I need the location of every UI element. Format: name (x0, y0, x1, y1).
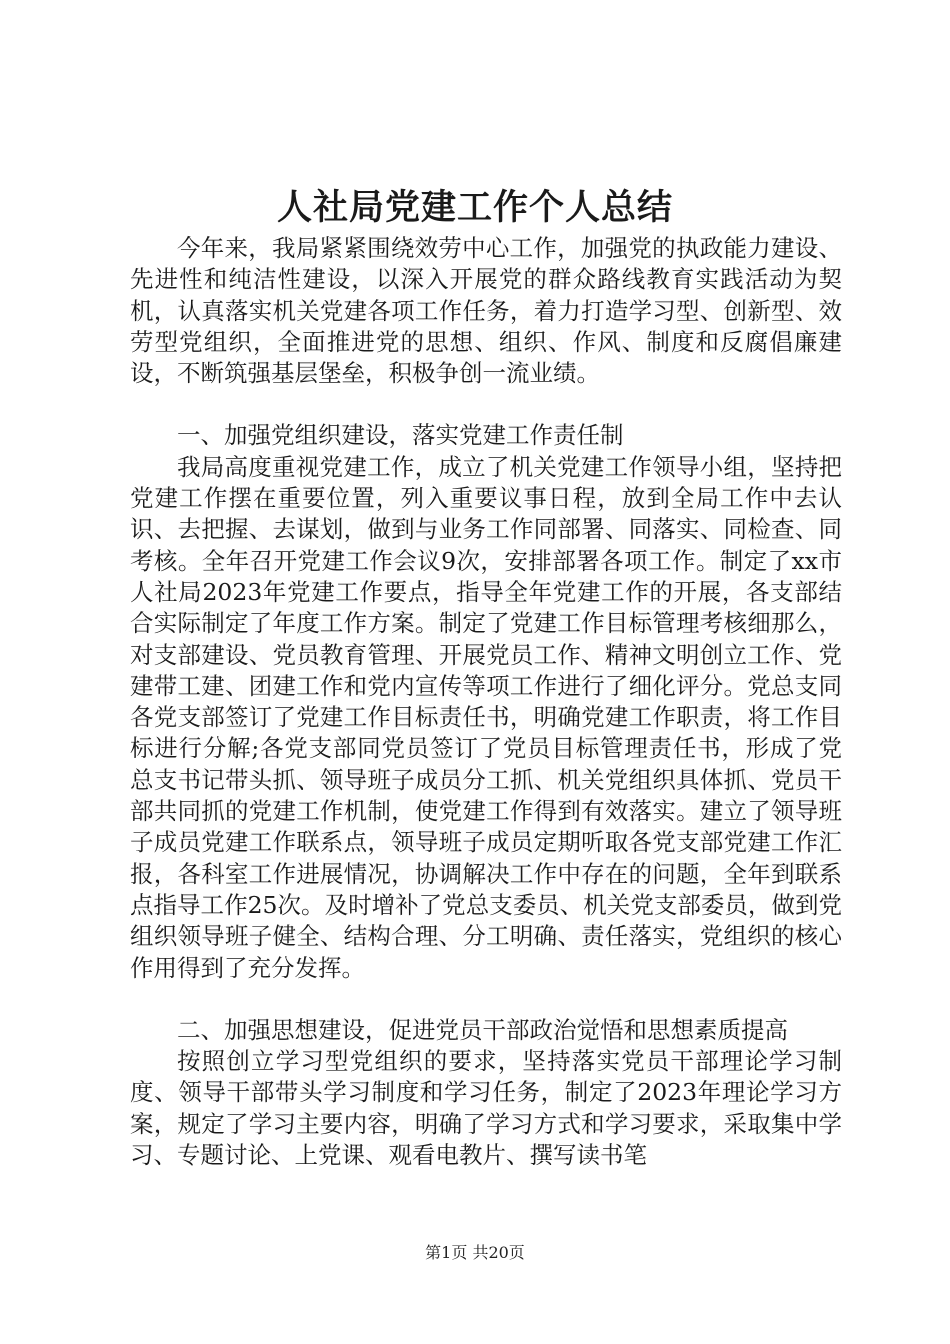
intro-paragraph: 今年来，我局紧紧围绕效劳中心工作，加强党的执政能力建设、先进性和纯洁性建设，以深入开展党的群众路线教育实践活动为契机，认真落实机关党建各项工作任务，着力打造学习型、创新型、效劳型党组织，全面推进党的思想、组织、作风、制度和反腐倡廉建设，不断筑强基层堡垒，积极争创一流业绩。 (130, 234, 842, 388)
page-indicator: 第1页 共20页 (425, 1243, 525, 1262)
section-1-paragraph: 我局高度重视党建工作，成立了机关党建工作领导小组，坚持把党建工作摆在重要位置，列入重要议事日程，放到全局工作中去认识、去把握、去谋划，做到与业务工作同部署、同落实、同检查、同考核。全年召开党建工作会议9次，安排部署各项工作。制定了xx市人社局2023年党建工作要点，指导全年党建工作的开展，各支部结合实际制定了年度工作方案。制定了党建工作目标管理考核细那么，对支部建设、党员教育管理、开展党员工作、精神文明创立工作、党建带工建、团建工作和党内宣传等项工作进行了细化评分。党总支同各党支部签订了党建工作目标责任书，明确党建工作职责，将工作目标进行分解;各党支部同党员签订了党员目标管理责任书，形成了党总支书记带头抓、领导班子成员分工抓、机关党组织具体抓、党员干部共同抓的党建工作机制，使党建工作得到有效落实。建立了领导班子成员党建工作联系点，领导班子成员定期听取各党支部党建工作汇报，各科室工作进展情况，协调解决工作中存在的问题，全年到联系点指导工作25次。及时增补了党总支委员、机关党支部委员，做到党组织领导班子健全、结构合理、分工明确、责任落实，党组织的核心作用得到了充分发挥。 (130, 452, 842, 982)
section-heading-2: 二、加强思想建设，促进党员干部政治觉悟和思想素质提高 (177, 1015, 788, 1044)
document-title: 人社局党建工作个人总结 (276, 187, 673, 228)
section-2-paragraph: 按照创立学习型党组织的要求，坚持落实党员干部理论学习制度、领导干部带头学习制度和学习任务，制定了2023年理论学习方案，规定了学习主要内容，明确了学习方式和学习要求，采取集中学习、专题讨论、上党课、观看电教片、撰写读书笔 (130, 1047, 842, 1170)
document-body (130, 233, 842, 1171)
section-heading-1: 一、加强党组织建设，落实党建工作责任制 (177, 421, 624, 450)
